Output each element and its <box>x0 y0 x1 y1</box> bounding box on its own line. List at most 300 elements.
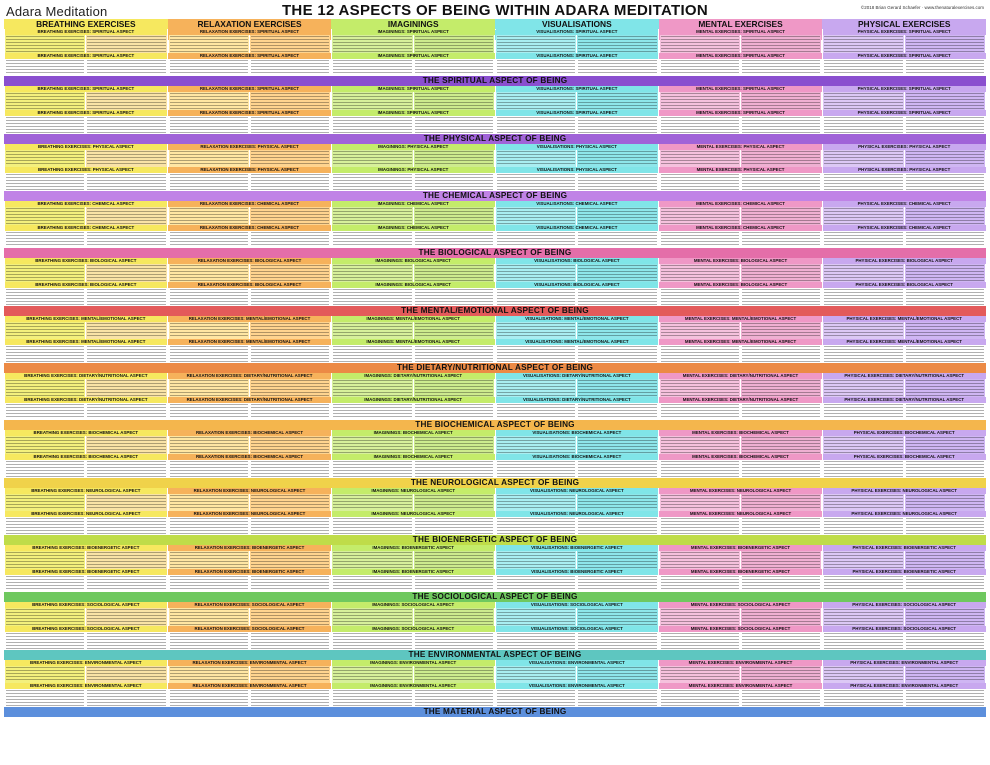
top-down-text-block <box>414 264 495 282</box>
text-lines <box>497 346 576 362</box>
aspect-cell-heading: VISUALISATIONS: BIOCHEMICAL ASPECT <box>496 454 659 460</box>
aspect-cell-physical <box>823 373 986 397</box>
text-lines <box>170 690 249 706</box>
text-lines <box>497 404 576 420</box>
text-lines <box>906 518 985 534</box>
aspect-cell-breathing <box>5 397 168 421</box>
text-lines <box>415 60 494 76</box>
aspect-cell-relaxation <box>168 282 331 306</box>
bottom-up-text-block <box>5 575 86 593</box>
text-lines <box>251 208 330 224</box>
top-down-text-block <box>86 35 167 53</box>
top-down-text-block <box>414 288 495 306</box>
bottom-up-text-block <box>5 35 86 53</box>
bottom-up-text-block <box>5 59 86 77</box>
top-down-text-block <box>905 608 986 626</box>
aspect-cell-visualisations <box>496 488 659 512</box>
aspect-cell-mental <box>659 397 822 421</box>
aspect-cell-heading: BREATHING EXERCISES: BIOCHEMICAL ASPECT <box>5 454 168 460</box>
top-down-text-block <box>905 551 986 569</box>
text-lines <box>578 690 657 706</box>
aspect-cell-relaxation <box>168 602 331 626</box>
text-lines <box>578 232 657 248</box>
text-lines <box>170 60 249 76</box>
bottom-up-text-block <box>5 288 86 306</box>
aspect-cell-row <box>4 258 986 282</box>
text-lines <box>251 461 330 477</box>
aspect-cell-heading: VISUALISATIONS: SPIRITUAL ASPECT <box>496 29 659 35</box>
top-down-text-block <box>250 460 331 478</box>
aspect-cell-breathing <box>5 454 168 478</box>
top-down-text-block <box>905 59 986 77</box>
aspect-cell-breathing <box>5 86 168 110</box>
aspect-cell-row <box>4 86 986 110</box>
bottom-up-text-block <box>5 494 86 512</box>
aspect-section <box>4 545 986 602</box>
aspect-cell-heading: BREATHING EXERCISES: SPIRITUAL ASPECT <box>5 110 168 116</box>
top-down-text-block <box>250 207 331 225</box>
text-lines <box>87 151 166 167</box>
aspect-cell-heading: PHYSICAL EXERCISES: BIOCHEMICAL ASPECT <box>823 454 986 460</box>
text-lines <box>906 60 985 76</box>
top-down-text-block <box>577 379 658 397</box>
aspect-cell-heading: RELAXATION EXERCISES: BIOCHEMICAL ASPECT <box>168 454 331 460</box>
text-lines <box>497 117 576 133</box>
aspect-cell-heading: PHYSICAL EXERCISES: ENVIRONMENTAL ASPECT <box>823 660 986 666</box>
bottom-up-text-block <box>332 460 413 478</box>
top-down-text-block <box>905 632 986 650</box>
aspect-cell-row <box>4 201 986 225</box>
bottom-up-text-block <box>5 231 86 249</box>
bottom-up-text-block <box>332 494 413 512</box>
text-lines <box>87 437 166 453</box>
aspect-cell-imaginings <box>332 683 495 707</box>
aspect-cell-heading: VISUALISATIONS: CHEMICAL ASPECT <box>496 225 659 231</box>
top-down-text-block <box>741 632 822 650</box>
text-lines <box>824 437 903 453</box>
aspect-cell-heading: MENTAL EXERCISES: CHEMICAL ASPECT <box>659 225 822 231</box>
aspect-cell-heading: VISUALISATIONS: MENTAL/EMOTIONAL ASPECT <box>496 339 659 345</box>
text-lines <box>742 265 821 281</box>
aspect-cell-mental <box>659 86 822 110</box>
aspect-cell-visualisations <box>496 626 659 650</box>
bottom-up-text-block <box>5 460 86 478</box>
bottom-up-text-block <box>5 436 86 454</box>
top-down-text-block <box>741 116 822 134</box>
aspect-cell-row <box>4 282 986 306</box>
bottom-up-text-block <box>496 460 577 478</box>
top-down-text-block <box>577 231 658 249</box>
aspect-cell-imaginings <box>332 339 495 363</box>
top-down-text-block <box>741 460 822 478</box>
text-lines <box>6 151 85 167</box>
aspect-cell-visualisations <box>496 86 659 110</box>
text-lines <box>578 437 657 453</box>
text-lines <box>170 346 249 362</box>
aspect-cell-heading: PHYSICAL EXERCISES: CHEMICAL ASPECT <box>823 201 986 207</box>
aspect-cell-heading: RELAXATION EXERCISES: SPIRITUAL ASPECT <box>168 110 331 116</box>
bottom-up-text-block <box>169 379 250 397</box>
bottom-up-text-block <box>332 689 413 707</box>
aspect-cell-breathing <box>5 569 168 593</box>
aspect-cell-heading: BREATHING EXERCISES: ENVIRONMENTAL ASPECT <box>5 660 168 666</box>
top-down-text-block <box>577 59 658 77</box>
bottom-up-text-block <box>169 35 250 53</box>
aspect-cell-visualisations <box>496 144 659 168</box>
aspect-cell-imaginings <box>332 626 495 650</box>
bottom-up-text-block <box>660 436 741 454</box>
bottom-up-text-block <box>169 59 250 77</box>
text-lines <box>6 36 85 52</box>
text-lines <box>497 232 576 248</box>
aspect-cell-heading: MENTAL EXERCISES: NEUROLOGICAL ASPECT <box>659 488 822 494</box>
aspect-cell-imaginings <box>332 282 495 306</box>
aspect-cell-imaginings <box>332 397 495 421</box>
bottom-up-text-block <box>660 608 741 626</box>
aspect-cell-heading: VISUALISATIONS: BIOENERGETIC ASPECT <box>496 545 659 551</box>
aspect-banner: THE PHYSICAL ASPECT OF BEING <box>4 134 986 144</box>
aspect-cell-row <box>4 602 986 626</box>
text-lines <box>578 151 657 167</box>
top-down-text-block <box>741 59 822 77</box>
aspect-cell-heading: MENTAL EXERCISES: BIOENERGETIC ASPECT <box>659 569 822 575</box>
text-lines <box>742 518 821 534</box>
aspect-cell-imaginings <box>332 201 495 225</box>
text-lines <box>333 36 412 52</box>
aspect-cell-relaxation <box>168 110 331 134</box>
bottom-up-text-block <box>5 92 86 110</box>
aspect-cell-heading: IMAGININGS: SPIRITUAL ASPECT <box>332 53 495 59</box>
aspect-cell-mental <box>659 660 822 684</box>
aspect-cell-heading: PHYSICAL EXERCISES: CHEMICAL ASPECT <box>823 225 986 231</box>
aspect-cell-heading: VISUALISATIONS: NEUROLOGICAL ASPECT <box>496 511 659 517</box>
aspect-cell-imaginings <box>332 602 495 626</box>
text-lines <box>87 690 166 706</box>
text-lines <box>251 437 330 453</box>
top-down-text-block <box>577 116 658 134</box>
text-lines <box>87 380 166 396</box>
text-lines <box>742 60 821 76</box>
aspect-cell-mental <box>659 569 822 593</box>
top-down-text-block <box>741 608 822 626</box>
text-lines <box>415 208 494 224</box>
bottom-up-text-block <box>496 231 577 249</box>
top-down-text-block <box>577 322 658 340</box>
bottom-up-text-block <box>332 288 413 306</box>
text-lines <box>333 461 412 477</box>
text-lines <box>742 174 821 190</box>
top-down-text-block <box>741 150 822 168</box>
text-lines <box>824 265 903 281</box>
aspect-cell-heading: IMAGININGS: SOCIOLOGICAL ASPECT <box>332 626 495 632</box>
aspect-cell-heading: RELAXATION EXERCISES: SPIRITUAL ASPECT <box>168 53 331 59</box>
aspect-cell-heading: VISUALISATIONS: SOCIOLOGICAL ASPECT <box>496 626 659 632</box>
text-lines <box>497 93 576 109</box>
bottom-up-text-block <box>332 551 413 569</box>
bottom-up-text-block <box>332 92 413 110</box>
top-down-text-block <box>250 436 331 454</box>
bottom-up-text-block <box>169 264 250 282</box>
text-lines <box>497 380 576 396</box>
aspect-cell-heading: VISUALISATIONS: ENVIRONMENTAL ASPECT <box>496 683 659 689</box>
text-lines <box>6 518 85 534</box>
aspect-cell-heading: PHYSICAL EXERCISES: ENVIRONMENTAL ASPECT <box>823 683 986 689</box>
text-lines <box>170 576 249 592</box>
bottom-up-text-block <box>5 322 86 340</box>
aspect-cell-heading: BREATHING EXERCISES: NEUROLOGICAL ASPECT <box>5 511 168 517</box>
top-down-text-block <box>905 379 986 397</box>
text-lines <box>906 576 985 592</box>
aspect-cell-heading: PHYSICAL EXERCISES: PHYSICAL ASPECT <box>823 167 986 173</box>
aspect-cell-visualisations <box>496 339 659 363</box>
text-lines <box>824 690 903 706</box>
aspect-cell-heading: BREATHING EXERCISES: ENVIRONMENTAL ASPECT <box>5 683 168 689</box>
text-lines <box>497 174 576 190</box>
aspect-cell-heading: PHYSICAL EXERCISES: BIOCHEMICAL ASPECT <box>823 430 986 436</box>
bottom-up-text-block <box>496 403 577 421</box>
text-lines <box>87 609 166 625</box>
bottom-up-text-block <box>823 608 904 626</box>
text-lines <box>170 437 249 453</box>
top-down-text-block <box>250 517 331 535</box>
bottom-up-text-block <box>660 494 741 512</box>
aspect-cell-relaxation <box>168 316 331 340</box>
aspect-cell-heading: MENTAL EXERCISES: MENTAL/EMOTIONAL ASPECT <box>659 339 822 345</box>
aspect-cell-physical <box>823 53 986 77</box>
top-down-text-block <box>905 689 986 707</box>
aspect-cell-imaginings <box>332 110 495 134</box>
text-lines <box>87 60 166 76</box>
aspect-cell-heading: IMAGININGS: NEUROLOGICAL ASPECT <box>332 511 495 517</box>
aspect-cell-heading: BREATHING EXERCISES: BIOLOGICAL ASPECT <box>5 258 168 264</box>
aspect-cell-heading: RELAXATION EXERCISES: MENTAL/EMOTIONAL ASPECT <box>168 339 331 345</box>
bottom-up-text-block <box>5 632 86 650</box>
top-down-text-block <box>905 403 986 421</box>
text-lines <box>251 552 330 568</box>
aspect-cell-relaxation <box>168 454 331 478</box>
bottom-up-text-block <box>496 264 577 282</box>
aspect-cell-heading: MENTAL EXERCISES: PHYSICAL ASPECT <box>659 167 822 173</box>
top-down-text-block <box>250 608 331 626</box>
text-lines <box>497 60 576 76</box>
text-lines <box>742 404 821 420</box>
top-down-text-block <box>577 345 658 363</box>
aspect-cell-breathing <box>5 339 168 363</box>
text-lines <box>906 232 985 248</box>
top-down-text-block <box>741 92 822 110</box>
text-lines <box>333 667 412 683</box>
text-lines <box>497 609 576 625</box>
aspect-cell-heading: VISUALISATIONS: MENTAL/EMOTIONAL ASPECT <box>496 316 659 322</box>
aspect-cell-relaxation <box>168 144 331 168</box>
aspect-cell-heading: IMAGININGS: MENTAL/EMOTIONAL ASPECT <box>332 339 495 345</box>
text-lines <box>497 151 576 167</box>
text-lines <box>333 552 412 568</box>
aspect-cell-mental <box>659 53 822 77</box>
top-down-text-block <box>250 59 331 77</box>
bottom-up-text-block <box>660 666 741 684</box>
aspect-cell-visualisations <box>496 660 659 684</box>
bottom-up-text-block <box>169 231 250 249</box>
aspect-cell-heading: PHYSICAL EXERCISES: SPIRITUAL ASPECT <box>823 110 986 116</box>
bottom-up-text-block <box>5 666 86 684</box>
aspect-cell-heading: IMAGININGS: SPIRITUAL ASPECT <box>332 86 495 92</box>
text-lines <box>170 117 249 133</box>
aspect-cell-mental <box>659 545 822 569</box>
text-lines <box>333 346 412 362</box>
aspect-cell-heading: BREATHING EXERCISES: PHYSICAL ASPECT <box>5 167 168 173</box>
text-lines <box>333 690 412 706</box>
aspect-cell-breathing <box>5 511 168 535</box>
text-lines <box>87 576 166 592</box>
text-lines <box>6 633 85 649</box>
text-lines <box>6 495 85 511</box>
aspect-cell-heading: MENTAL EXERCISES: CHEMICAL ASPECT <box>659 201 822 207</box>
top-down-text-block <box>414 666 495 684</box>
bottom-up-text-block <box>332 345 413 363</box>
aspect-cell-heading: IMAGININGS: SPIRITUAL ASPECT <box>332 29 495 35</box>
text-lines <box>824 289 903 305</box>
text-lines <box>824 380 903 396</box>
aspect-cell-heading: IMAGININGS: DIETARY/NUTRITIONAL ASPECT <box>332 397 495 403</box>
top-down-text-block <box>905 322 986 340</box>
aspect-cell-visualisations <box>496 225 659 249</box>
text-lines <box>333 265 412 281</box>
top-down-text-block <box>414 150 495 168</box>
aspect-cell-mental <box>659 316 822 340</box>
bottom-up-text-block <box>496 59 577 77</box>
top-down-text-block <box>414 59 495 77</box>
text-lines <box>824 174 903 190</box>
text-lines <box>661 151 740 167</box>
top-down-text-block <box>577 35 658 53</box>
top-down-text-block <box>905 207 986 225</box>
aspect-cell-visualisations <box>496 602 659 626</box>
bottom-up-text-block <box>823 575 904 593</box>
top-down-text-block <box>86 517 167 535</box>
bottom-up-text-block <box>660 207 741 225</box>
top-down-text-block <box>414 608 495 626</box>
aspect-cell-mental <box>659 110 822 134</box>
text-lines <box>661 265 740 281</box>
text-lines <box>170 289 249 305</box>
top-down-text-block <box>741 551 822 569</box>
bottom-up-text-block <box>823 436 904 454</box>
aspect-cell-heading: VISUALISATIONS: DIETARY/NUTRITIONAL ASPECT <box>496 373 659 379</box>
bottom-up-text-block <box>660 575 741 593</box>
text-lines <box>742 36 821 52</box>
top-down-text-block <box>414 403 495 421</box>
text-lines <box>661 117 740 133</box>
text-lines <box>415 690 494 706</box>
aspect-cell-imaginings <box>332 53 495 77</box>
text-lines <box>578 60 657 76</box>
text-lines <box>578 117 657 133</box>
aspect-cell-row <box>4 316 986 340</box>
top-down-text-block <box>86 173 167 191</box>
text-lines <box>415 36 494 52</box>
text-lines <box>661 495 740 511</box>
text-lines <box>415 265 494 281</box>
aspect-cell-imaginings <box>332 488 495 512</box>
text-lines <box>824 93 903 109</box>
text-lines <box>251 323 330 339</box>
aspect-cell-visualisations <box>496 29 659 53</box>
text-lines <box>415 93 494 109</box>
top-down-text-block <box>741 231 822 249</box>
text-lines <box>497 690 576 706</box>
top-down-text-block <box>905 460 986 478</box>
text-lines <box>742 151 821 167</box>
aspect-banner: THE BIOENERGETIC ASPECT OF BEING <box>4 535 986 545</box>
aspect-section <box>4 430 986 487</box>
top-down-text-block <box>741 689 822 707</box>
aspect-cell-mental <box>659 488 822 512</box>
aspect-cell-heading: RELAXATION EXERCISES: ENVIRONMENTAL ASPECT <box>168 660 331 666</box>
aspect-cell-heading: RELAXATION EXERCISES: SOCIOLOGICAL ASPECT <box>168 602 331 608</box>
text-lines <box>6 346 85 362</box>
top-down-text-block <box>86 666 167 684</box>
text-lines <box>251 380 330 396</box>
top-down-text-block <box>577 264 658 282</box>
text-lines <box>742 380 821 396</box>
text-lines <box>6 576 85 592</box>
text-lines <box>497 461 576 477</box>
text-lines <box>824 346 903 362</box>
aspect-cell-heading: IMAGININGS: CHEMICAL ASPECT <box>332 225 495 231</box>
aspect-cell-visualisations <box>496 316 659 340</box>
bottom-up-text-block <box>169 460 250 478</box>
aspect-cell-visualisations <box>496 373 659 397</box>
text-lines <box>578 667 657 683</box>
text-lines <box>251 265 330 281</box>
bottom-up-text-block <box>660 150 741 168</box>
aspect-cell-heading: MENTAL EXERCISES: BIOLOGICAL ASPECT <box>659 258 822 264</box>
aspect-cell-heading: PHYSICAL EXERCISES: BIOENERGETIC ASPECT <box>823 545 986 551</box>
text-lines <box>6 404 85 420</box>
top-down-text-block <box>577 288 658 306</box>
text-lines <box>87 117 166 133</box>
aspect-cell-breathing <box>5 373 168 397</box>
aspect-cell-mental <box>659 511 822 535</box>
bottom-up-text-block <box>5 207 86 225</box>
text-lines <box>497 437 576 453</box>
aspect-cell-heading: VISUALISATIONS: PHYSICAL ASPECT <box>496 167 659 173</box>
aspect-cell-row <box>4 29 986 53</box>
text-lines <box>333 495 412 511</box>
text-lines <box>170 93 249 109</box>
top-down-text-block <box>414 436 495 454</box>
bottom-up-text-block <box>169 173 250 191</box>
text-lines <box>333 174 412 190</box>
bottom-up-text-block <box>169 689 250 707</box>
bottom-up-text-block <box>169 322 250 340</box>
aspect-cell-imaginings <box>332 454 495 478</box>
aspect-cell-heading: RELAXATION EXERCISES: ENVIRONMENTAL ASPECT <box>168 683 331 689</box>
aspect-cell-heading: BREATHING EXERCISES: CHEMICAL ASPECT <box>5 201 168 207</box>
text-lines <box>824 667 903 683</box>
bottom-up-text-block <box>660 116 741 134</box>
aspect-cell-heading: PHYSICAL EXERCISES: PHYSICAL ASPECT <box>823 144 986 150</box>
aspect-cell-heading: BREATHING EXERCISES: SPIRITUAL ASPECT <box>5 86 168 92</box>
aspect-cell-physical <box>823 258 986 282</box>
aspect-cell-heading: BREATHING EXERCISES: MENTAL/EMOTIONAL ASPECT <box>5 316 168 322</box>
bottom-up-text-block <box>332 264 413 282</box>
aspect-cell-heading: PHYSICAL EXERCISES: NEUROLOGICAL ASPECT <box>823 511 986 517</box>
aspect-cell-heading: PHYSICAL EXERCISES: SOCIOLOGICAL ASPECT <box>823 626 986 632</box>
text-lines <box>87 667 166 683</box>
aspect-cell-physical <box>823 683 986 707</box>
